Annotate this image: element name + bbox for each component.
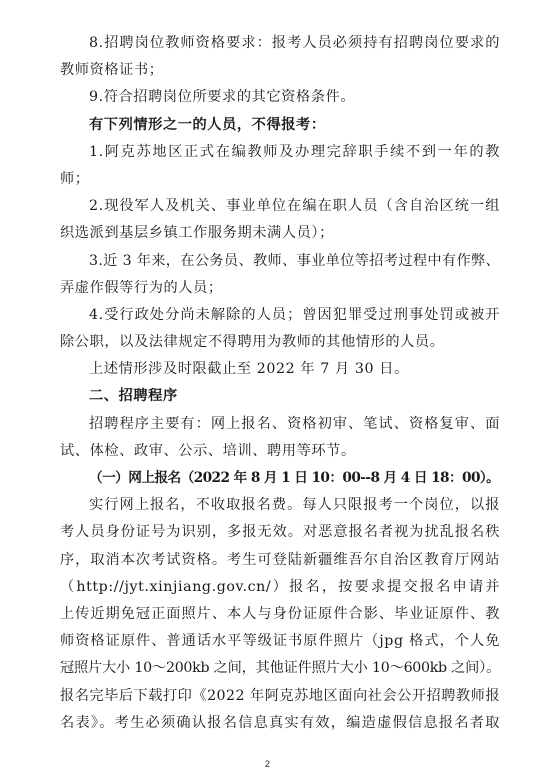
document-body: [60, 30, 500, 737]
paragraph-line: （http://jyt.xinjiang.gov.cn/）报名，按要求提交报名申请并: [60, 578, 500, 595]
paragraph-line: 8.招聘岗位教师资格要求：报考人员必须持有招聘岗位要求的: [89, 35, 500, 51]
paragraph-line: 名表》。考生必须确认报名信息真实有效，编造虚假信息报名者取: [60, 714, 500, 731]
paragraph-line: 序，取消本次考试资格。考生可登陆新疆维吾尔自治区教育厅网站: [60, 551, 500, 568]
page-number: 2: [264, 760, 271, 770]
paragraph-line: 织选派到基层乡镇工作服务期未满人员）；: [60, 225, 334, 242]
paragraph-line: 上述情形涉及时限截止至 2022 年 7 月 30 日。: [89, 361, 409, 378]
paragraph-line: 3.近 3 年来，在公务员、教师、事业单位等招考过程中有作弊、: [89, 252, 500, 269]
paragraph-line: 师；: [60, 170, 90, 187]
paragraph-line: 9.符合招聘岗位所要求的其它资格条件。: [89, 89, 356, 106]
paragraph-line: 除公职，以及法律规定不得聘用为教师的其他情形的人员。: [60, 334, 445, 351]
paragraph-line: 师资格证原件、普通话水平等级证书原件照片（jpg 格式，个人免: [60, 633, 500, 650]
section-heading: 有下列情形之一的人员，不得报考：: [89, 116, 326, 133]
paragraph-line: 考人员身份证号为识别，多报无效。对恶意报名者视为扰乱报名秩: [60, 524, 500, 541]
paragraph-line: 招聘程序主要有：网上报名、资格初审、笔试、资格复审、面: [89, 415, 500, 432]
paragraph-line: 实行网上报名，不收取报名费。每人只限报考一个岗位，以报: [89, 497, 500, 514]
paragraph-line: 1.阿克苏地区正式在编教师及办理完辞职手续不到一年的教: [89, 143, 500, 160]
paragraph-line: 2.现役军人及机关、事业单位在编在职人员（含自治区统一组: [89, 198, 500, 215]
paragraph-line: 教师资格证书；: [60, 62, 164, 79]
paragraph-line: 4.受行政处分尚未解除的人员；曾因犯罪受过刑事处罚或被开: [89, 306, 500, 323]
paragraph-line: 弄虚作假等行为的人员；: [60, 279, 223, 296]
paragraph-line: 报名完毕后下载打印《2022 年阿克苏地区面向社会公开招聘教师报: [60, 687, 500, 704]
paragraph-line: 冠照片大小 10～200kb 之间，其他证件照片大小 10～600kb 之间）。: [60, 660, 500, 677]
paragraph-line: 上传近期免冠正面照片、本人与身份证原件合影、毕业证原件、教: [60, 605, 500, 622]
subsection-heading: （一）网上报名（2022 年 8 月 1 日 10：00--8 月 4 日 18：00）。: [89, 470, 500, 486]
paragraph-line: 试、体检、政审、公示、培训、聘用等环节。: [60, 442, 356, 459]
section-heading: 二、招聘程序: [89, 388, 178, 405]
